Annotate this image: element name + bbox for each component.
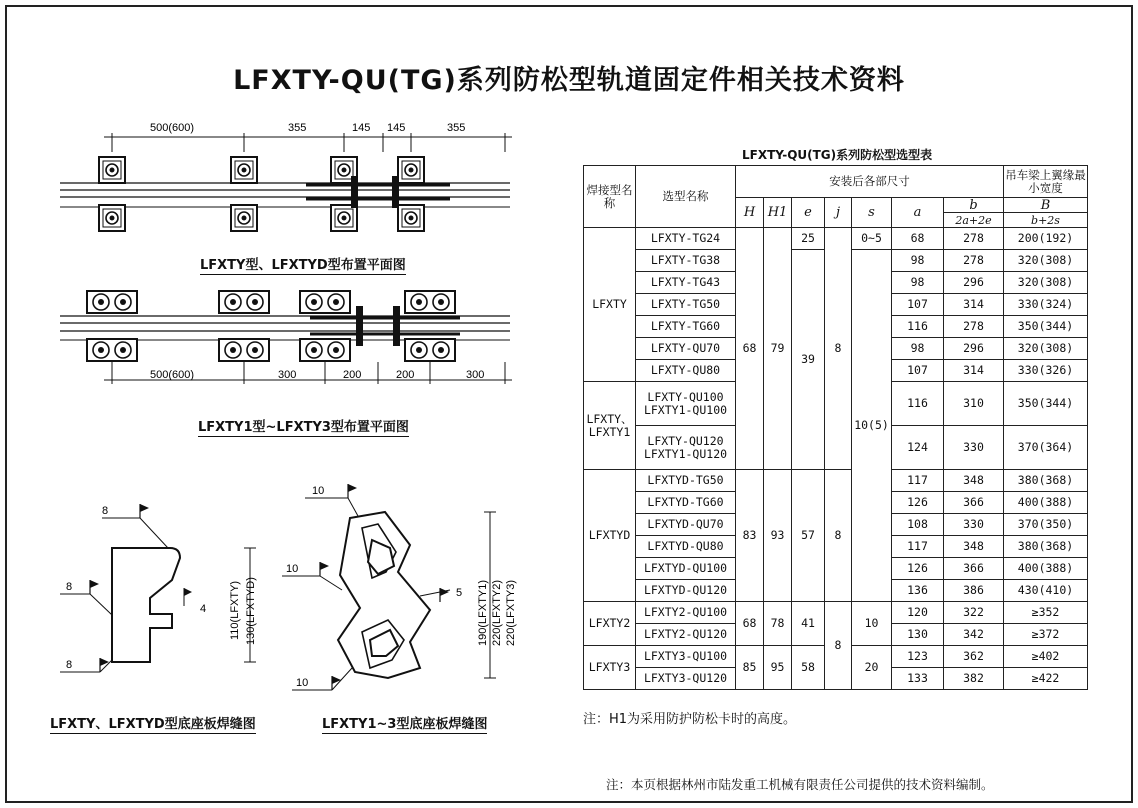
cell-H1-5: 95 (764, 646, 792, 690)
header-b: b (944, 198, 1004, 213)
row-a: 120 (892, 602, 944, 624)
row-a: 123 (892, 646, 944, 668)
weld2-height-2: 220(LFXTY2) (491, 579, 503, 646)
row-name-2: LFXTY1-QU100 (643, 402, 728, 417)
row-B: 350(344) (1004, 382, 1088, 426)
cell-e-3: 57 (792, 470, 825, 602)
row-B: 320(308) (1004, 338, 1088, 360)
row-a: 116 (892, 382, 944, 426)
weld2-caption: LFXTY1~3型底座板焊缝图 (322, 713, 487, 734)
row-name: LFXTY2-QU100 (636, 602, 736, 624)
row-name: LFXTY-QU120 (647, 433, 724, 448)
row-B: 430(410) (1004, 580, 1088, 602)
plan2-dim-3: 200 (343, 369, 362, 381)
row-b: 382 (944, 668, 1004, 690)
header-weld-type: 焊接型名称 (584, 166, 636, 228)
row-B: 380(368) (1004, 536, 1088, 558)
row-a: 108 (892, 514, 944, 536)
row-b: 310 (944, 382, 1004, 426)
plan1-drawing (60, 133, 512, 231)
row-b: 322 (944, 602, 1004, 624)
cell-j-45: 8 (825, 602, 852, 690)
cell-j-3: 8 (825, 470, 852, 602)
row-name: LFXTY2-QU120 (636, 624, 736, 646)
header-e: e (792, 198, 825, 228)
plan2-dim-5: 300 (466, 369, 485, 381)
row-name-2: LFXTY1-QU120 (643, 446, 728, 461)
cell-H1-1: 79 (764, 228, 792, 470)
weld1-height-1: 110(LFXTY) (229, 580, 241, 640)
row-b: 296 (944, 272, 1004, 294)
row-name: LFXTYD-QU70 (636, 514, 736, 536)
row-B: 400(388) (1004, 558, 1088, 580)
plan1-dim-3: 145 (352, 122, 371, 134)
weld2-label-left: 10 (286, 563, 299, 575)
cell-H1-3: 93 (764, 470, 792, 602)
plan2-dim-2: 300 (278, 369, 297, 381)
group-lfxty-lfxty1: LFXTY、LFXTY1 (584, 382, 636, 470)
plan1-dim-2: 355 (288, 122, 307, 134)
row-a: 124 (892, 426, 944, 470)
row-b: 386 (944, 580, 1004, 602)
row-name-double (636, 382, 736, 426)
weld1-label-right: 4 (200, 603, 207, 615)
row-name: LFXTYD-TG60 (636, 492, 736, 514)
row-B: 320(308) (1004, 250, 1088, 272)
plan1-dim-5: 355 (447, 122, 466, 134)
row-name: LFXTY-TG38 (636, 250, 736, 272)
row-B: 380(368) (1004, 470, 1088, 492)
header-beam-width: 吊车梁上翼缘最小宽度 (1004, 166, 1088, 198)
plan1-dim-4: 145 (387, 122, 406, 134)
row-b: 278 (944, 228, 1004, 250)
row-a: 117 (892, 470, 944, 492)
weld1-label-bottom: 8 (66, 659, 73, 671)
plan2-caption: LFXTY1型~LFXTY3型布置平面图 (198, 416, 409, 437)
row-a: 107 (892, 360, 944, 382)
row-name: LFXTY3-QU120 (636, 668, 736, 690)
row-b: 314 (944, 360, 1004, 382)
weld1-label-left: 8 (66, 581, 73, 593)
row-b: 362 (944, 646, 1004, 668)
weld1-drawing (60, 504, 256, 672)
cell-H-4: 68 (736, 602, 764, 646)
cell-s-4: 10 (852, 602, 892, 646)
selection-table (583, 165, 1088, 690)
row-b: 342 (944, 624, 1004, 646)
weld2-height-1: 190(LFXTY1) (477, 579, 489, 646)
cell-s-1a: 0~5 (852, 228, 892, 250)
header-H1: H1 (764, 198, 792, 228)
row-b: 348 (944, 536, 1004, 558)
row-name: LFXTY-TG50 (636, 294, 736, 316)
cell-H-1: 68 (736, 228, 764, 470)
weld2-drawing (282, 484, 496, 690)
row-a: 116 (892, 316, 944, 338)
group-lfxty: LFXTY (584, 228, 636, 382)
cell-H1-4: 78 (764, 602, 792, 646)
row-B: ≥352 (1004, 602, 1088, 624)
row-B: 350(344) (1004, 316, 1088, 338)
row-a: 117 (892, 536, 944, 558)
row-b: 366 (944, 558, 1004, 580)
header-a: a (892, 198, 944, 228)
row-B: ≥372 (1004, 624, 1088, 646)
row-B: 330(324) (1004, 294, 1088, 316)
footer-note: 注：本页根据林州市陆发重工机械有限责任公司提供的技术资料编制。 (606, 777, 994, 792)
row-B: 330(326) (1004, 360, 1088, 382)
weld2-label-top: 10 (312, 485, 325, 497)
cell-s-1b: 10(5) (852, 250, 892, 602)
row-a: 98 (892, 250, 944, 272)
weld1-caption: LFXTY、LFXTYD型底座板焊缝图 (50, 713, 256, 734)
row-a: 133 (892, 668, 944, 690)
header-B-formula: b+2s (1004, 213, 1088, 228)
group-lfxty3: LFXTY3 (584, 646, 636, 690)
row-name: LFXTY-TG24 (636, 228, 736, 250)
row-b: 314 (944, 294, 1004, 316)
note-h1: 注：H1为采用防护防松卡时的高度。 (583, 712, 797, 727)
row-name-double (636, 426, 736, 470)
row-a: 126 (892, 492, 944, 514)
row-name: LFXTYD-TG50 (636, 470, 736, 492)
page-title: LFXTY-QU(TG)系列防松型轨道固定件相关技术资料 (233, 65, 905, 96)
row-name: LFXTY-QU80 (636, 360, 736, 382)
row-name: LFXTY-QU100 (647, 389, 724, 404)
cell-e-1a: 25 (792, 228, 825, 250)
row-name: LFXTY-TG43 (636, 272, 736, 294)
row-a: 98 (892, 338, 944, 360)
plan1-dim-1: 500(600) (150, 122, 195, 134)
cell-e-5: 58 (792, 646, 825, 690)
cell-j-1: 8 (825, 228, 852, 470)
cell-s-5: 20 (852, 646, 892, 690)
row-name: LFXTY-QU70 (636, 338, 736, 360)
header-installed-dims: 安装后各部尺寸 (736, 166, 1004, 198)
plan1-caption: LFXTY型、LFXTYD型布置平面图 (200, 254, 406, 275)
group-lfxtyd: LFXTYD (584, 470, 636, 602)
row-a: 68 (892, 228, 944, 250)
row-name: LFXTY3-QU100 (636, 646, 736, 668)
cell-e-4: 41 (792, 602, 825, 646)
row-name: LFXTYD-QU80 (636, 536, 736, 558)
row-name: LFXTYD-QU100 (636, 558, 736, 580)
weld2-height-3: 220(LFXTY3) (505, 579, 517, 646)
row-b: 330 (944, 426, 1004, 470)
row-B: ≥402 (1004, 646, 1088, 668)
row-b: 348 (944, 470, 1004, 492)
row-a: 130 (892, 624, 944, 646)
group-lfxty2: LFXTY2 (584, 602, 636, 646)
row-b: 366 (944, 492, 1004, 514)
row-a: 126 (892, 558, 944, 580)
header-b-formula: 2a+2e (944, 213, 1004, 228)
plan2-dim-1: 500(600) (150, 369, 195, 381)
row-a: 136 (892, 580, 944, 602)
row-B: 200(192) (1004, 228, 1088, 250)
table-title: LFXTY-QU(TG)系列防松型选型表 (742, 148, 933, 162)
cell-e-1b: 39 (792, 250, 825, 470)
weld1-height-2: 130(LFXTYD) (245, 577, 257, 645)
row-B: 370(350) (1004, 514, 1088, 536)
row-B: ≥422 (1004, 668, 1088, 690)
row-b: 330 (944, 514, 1004, 536)
header-j: j (825, 198, 852, 228)
plan2-dim-4: 200 (396, 369, 415, 381)
weld2-label-bottom: 10 (296, 677, 309, 689)
cell-H-3: 83 (736, 470, 764, 602)
row-b: 278 (944, 250, 1004, 272)
weld2-label-right: 5 (456, 587, 463, 599)
row-name: LFXTY-TG60 (636, 316, 736, 338)
header-H: H (736, 198, 764, 228)
row-B: 400(388) (1004, 492, 1088, 514)
row-b: 278 (944, 316, 1004, 338)
weld1-label-top: 8 (102, 505, 109, 517)
row-a: 107 (892, 294, 944, 316)
row-a: 98 (892, 272, 944, 294)
header-select-name: 选型名称 (636, 166, 736, 228)
row-B: 370(364) (1004, 426, 1088, 470)
cell-H-5: 85 (736, 646, 764, 690)
row-B: 320(308) (1004, 272, 1088, 294)
header-B: B (1004, 198, 1088, 213)
header-s: s (852, 198, 892, 228)
row-b: 296 (944, 338, 1004, 360)
row-name: LFXTYD-QU120 (636, 580, 736, 602)
